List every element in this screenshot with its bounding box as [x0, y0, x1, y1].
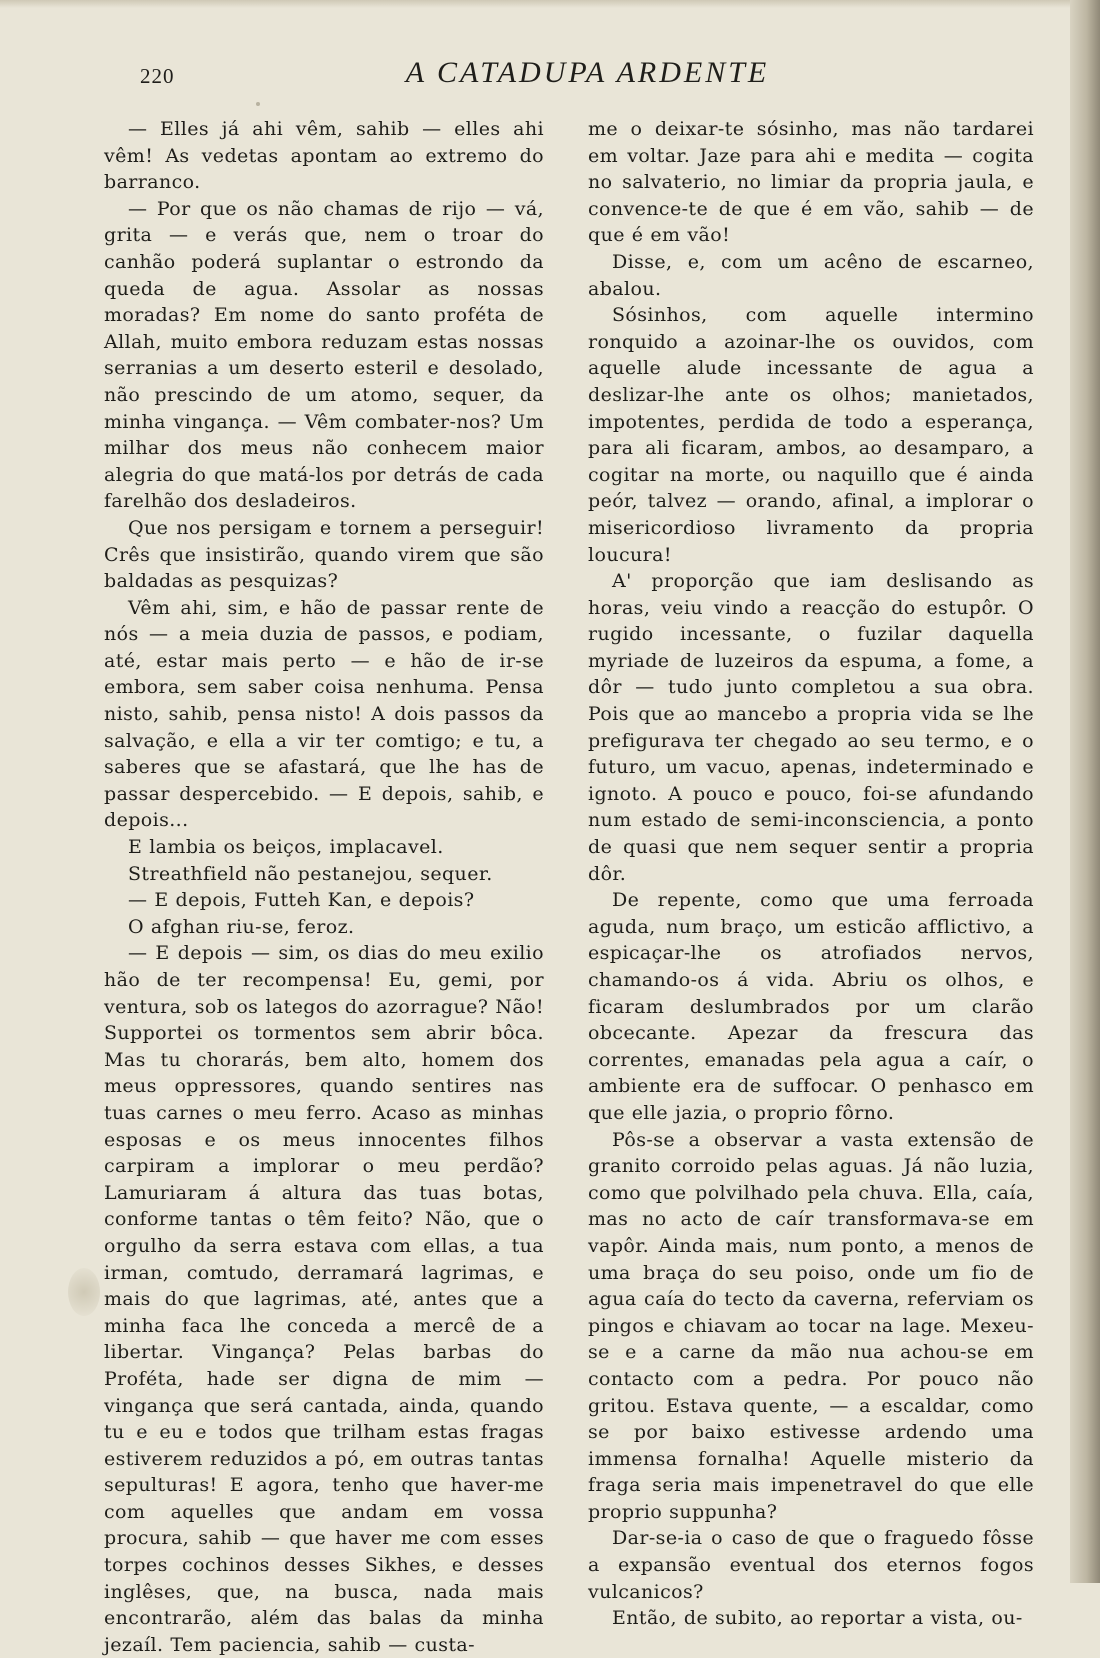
page-edge-top — [0, 0, 1100, 8]
paragraph: Pôs-se a observar a vasta extensão de granito corroido pelas aguas. Já não luzia, como que polvilhado pela chuva. Ella, caía, mas no acto de caír transformava-se em vapôr. Ainda mais, num ponto, a menos de uma braça do seu poiso, onde um fio de agua caía do tecto da caverna, referviam os pingos e chiavam ao tocar na lage. Mexeu-se e a carne da mão nua achou-se em contacto com a pedra. Por pouco não gritou. Estava quente, — a escaldar, como se por baixo estivesse ardendo uma immensa fornalha! Aquelle misterio da fraga seria mais impenetravel do que elle proprio suppunha? — [588, 1128, 1034, 1523]
paragraph: — Elles já ahi vêm, sahib — elles ahi vêm! As vedetas apontam ao extremo do barranco. — [104, 118, 544, 194]
paper-speck — [256, 102, 260, 106]
page-header — [140, 56, 1035, 96]
paragraph: Então, de subito, ao reportar a vista, ou- — [612, 1607, 1023, 1630]
left-column — [104, 116, 544, 1658]
paragraph: Dar-se-ia o caso de que o fraguedo fôsse a expansão eventual dos eternos fogos vulcanicos? — [588, 1527, 1034, 1603]
paragraph: Sósinhos, com aquelle intermino ronquido a azoinar-lhe os ouvidos, com aquelle alude incessante de agua a deslizar-lhe ante os olhos; manietados, impotentes, perdida de todo a esperança, para ali ficaram, ambos, ao desamparo, a cogitar na morte, ou naquillo que é ainda peór, talvez — orando, afinal, a implorar o misericordioso livramento da propria loucura! — [588, 304, 1034, 566]
paragraph: De repente, como que uma ferroada aguda, num braço, um esticão afflictivo, a espicaçar-lhe os atrofiados nervos, chamando-os á vida. Abriu os olhos, e ficaram deslumbrados por um clarão obcecante. Apezar da frescura das correntes, emanadas pela agua a caír, o ambiente era de suffocar. O penhasco em que elle jazia, o proprio fôrno. — [588, 889, 1034, 1124]
paragraph: Disse, e, com um acêno de escarneo, abalou. — [588, 250, 1034, 300]
paragraph: O afghan riu-se, feroz. — [128, 915, 355, 938]
paragraph: Streathfield não pestanejou, sequer. — [128, 862, 493, 885]
paragraph: A' proporção que iam deslisando as horas, veiu vindo a reacção do estupôr. O rugido incessante, o fuzilar daquella myriade de luzeiros da espuma, a fome, a dôr — tudo junto completou a sua obra. Pois que ao mancebo a propria vida se lhe prefigurava ter chegado ao seu termo, e o futuro, um vacuo, apenas, indeterminado e ignoto. A pouco e pouco, foi-se afundando num estado de semi-inconsciencia, a ponto de quasi que nem sequer sentir a propria dôr. — [588, 570, 1034, 885]
page-edge-right — [1070, 0, 1100, 1583]
paragraph: me o deixar-te sósinho, mas não tardarei em voltar. Jaze para ahi e medita — cogita no salvaterio, no limiar da propria jaula, e convence-te de que é em vão, sahib — de que é em vão! — [588, 118, 1034, 247]
paragraph: Que nos persigam e tornem a perseguir! Crês que insistirão, quando virem que são baldadas as pesquizas? — [104, 516, 544, 593]
paragraph: — E depois — sim, os dias do meu exilio hão de ter recompensa! Eu, gemi, por ventura, sob os lategos do azorrague? Não! Supportei os tormentos sem abrir bôca. Mas tu chorarás, bem alto, homem dos meus oppressores, quando sentires nas tuas carnes o meu ferro. Acaso as minhas esposas e os meus innocentes filhos carpiram a implorar o meu perdão? Lamuriaram á altura das tuas botas, conforme tantas o têm feito? Não, que o orgulho da serra estava com ellas, a tua irman, comtudo, derramará lagrimas, e mais do que lagrimas, até, antes que a minha faca lhe conceda a mercê de a libertar. Vingança? Pelas barbas do Proféta, hade ser digna de mim — vingança que será cantada, ainda, quando tu e eu e todos que trilham estas fragas estiverem reduzidos a pó, em outras tantas sepulturas! E agora, tenho que haver-me com aquelles que andam em vossa procura, sahib — que haver me com esses torpes cochinos desses Sikhes, e desses inglêses, que, na busca, nada mais encontrarão, além das balas da minha jezaíl. Tem paciencia, sahib — custa- — [104, 942, 544, 1656]
running-title: A CATADUPA ARDENTE — [405, 56, 770, 89]
paragraph: — E depois, Futteh Kan, e depois? — [128, 889, 475, 912]
paragraph: E lambia os beiços, implacavel. — [128, 836, 444, 859]
paragraph: — Por que os não chamas de rijo — vá, grita — e verás que, nem o troar do canhão poderá suplantar o estrondo da queda de agua. Assolar as nossas moradas? Em nome do santo proféta de Allah, muito embora reduzam estas nossas serranias a um deserto esteril e desolado, não prescindo de um atomo, sequer, da minha vingança. — Vêm combater-nos? Um milhar dos meus não conhecem maior alegria do que matá-los por detrás de cada farelhão dos desladeiros. — [104, 197, 544, 513]
paper-stain — [68, 1268, 100, 1316]
paragraph: Vêm ahi, sim, e hão de passar rente de nós — a meia duzia de passos, e podiam, até, estar mais perto — e hão de ir-se embora, sem saber coisa nenhuma. Pensa nisto, sahib, pensa nisto! A dois passos da salvação, e ella a vir ter comtigo; e tu, a saberes que se afastará, que lhe has de passar despercebido. — E depois, sahib, e depois... — [104, 596, 544, 832]
right-column — [588, 116, 1034, 1632]
page-number: 220 — [140, 64, 175, 88]
